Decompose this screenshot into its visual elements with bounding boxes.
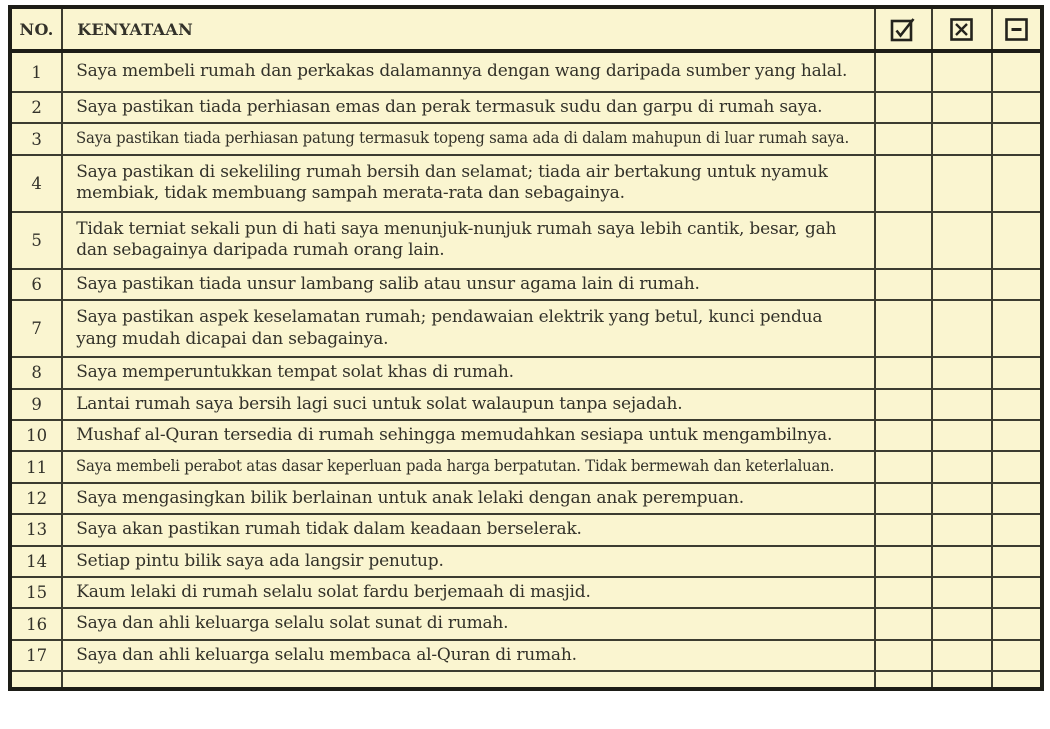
tick-cell[interactable]	[875, 155, 931, 212]
row-number: 8	[10, 357, 62, 388]
cross-cell[interactable]	[932, 483, 992, 514]
table-row	[10, 300, 1042, 357]
row-statement: Saya pastikan aspek keselamatan rumah; pendawaian elektrik yang betul, kunci pendua yang mudah dicapai dan sebagainya.	[62, 300, 875, 357]
row-statement	[62, 671, 875, 689]
row-number: 4	[10, 155, 62, 212]
column-header-kenyataan: KENYATAAN	[62, 7, 875, 51]
tick-cell[interactable]	[875, 640, 931, 671]
row-number: 6	[10, 269, 62, 300]
row-statement: Saya pastikan tiada unsur lambang salib atau unsur agama lain di rumah.	[62, 269, 875, 300]
dash-cell[interactable]	[992, 640, 1042, 671]
cross-cell[interactable]	[932, 92, 992, 123]
cross-cell[interactable]	[932, 608, 992, 639]
row-number: 9	[10, 389, 62, 420]
row-number: 14	[10, 546, 62, 577]
cross-cell[interactable]	[932, 671, 992, 689]
cross-cell[interactable]	[932, 155, 992, 212]
cross-cell[interactable]	[932, 577, 992, 608]
tick-cell[interactable]	[875, 357, 931, 388]
row-number: 17	[10, 640, 62, 671]
tick-cell[interactable]	[875, 123, 931, 154]
cross-cell[interactable]	[932, 51, 992, 92]
checked-box-icon	[889, 16, 917, 43]
table-row	[10, 640, 1042, 671]
dash-cell[interactable]	[992, 357, 1042, 388]
table-row	[10, 51, 1042, 92]
table-row	[10, 577, 1042, 608]
dash-cell[interactable]	[992, 420, 1042, 451]
tick-cell[interactable]	[875, 212, 931, 269]
dash-cell[interactable]	[992, 300, 1042, 357]
table-row	[10, 155, 1042, 212]
row-statement: Saya memperuntukkan tempat solat khas di rumah.	[62, 357, 875, 388]
row-statement: Mushaf al-Quran tersedia di rumah sehingga memudahkan sesiapa untuk mengambilnya.	[62, 420, 875, 451]
column-header-cross	[932, 7, 992, 51]
dash-cell[interactable]	[992, 155, 1042, 212]
dash-cell[interactable]	[992, 514, 1042, 545]
row-statement: Saya membeli perabot atas dasar keperluan pada harga berpatutan. Tidak bermewah dan keterlaluan.	[62, 451, 875, 482]
row-statement: Saya membeli rumah dan perkakas dalamannya dengan wang daripada sumber yang halal.	[62, 51, 875, 92]
tick-cell[interactable]	[875, 577, 931, 608]
cross-cell[interactable]	[932, 123, 992, 154]
row-statement: Saya mengasingkan bilik berlainan untuk anak lelaki dengan anak perempuan.	[62, 483, 875, 514]
row-number: 5	[10, 212, 62, 269]
tick-cell[interactable]	[875, 51, 931, 92]
row-statement: Setiap pintu bilik saya ada langsir penutup.	[62, 546, 875, 577]
tick-cell[interactable]	[875, 300, 931, 357]
row-number: 1	[10, 51, 62, 92]
cross-cell[interactable]	[932, 451, 992, 482]
dash-cell[interactable]	[992, 451, 1042, 482]
dash-cell[interactable]	[992, 483, 1042, 514]
dash-cell[interactable]	[992, 269, 1042, 300]
tick-cell[interactable]	[875, 269, 931, 300]
tick-cell[interactable]	[875, 671, 931, 689]
cross-cell[interactable]	[932, 546, 992, 577]
row-statement: Lantai rumah saya bersih lagi suci untuk solat walaupun tanpa sejadah.	[62, 389, 875, 420]
table-row	[10, 269, 1042, 300]
cross-cell[interactable]	[932, 389, 992, 420]
partial-row	[10, 671, 1042, 689]
crossed-box-icon	[948, 16, 975, 43]
row-statement: Saya pastikan tiada perhiasan patung termasuk topeng sama ada di dalam mahupun di luar rumah saya.	[62, 123, 875, 154]
table-row	[10, 514, 1042, 545]
row-number: 7	[10, 300, 62, 357]
dash-cell[interactable]	[992, 546, 1042, 577]
tick-cell[interactable]	[875, 451, 931, 482]
tick-cell[interactable]	[875, 514, 931, 545]
row-number: 10	[10, 420, 62, 451]
column-header-no: NO.	[10, 7, 62, 51]
dash-cell[interactable]	[992, 212, 1042, 269]
cross-cell[interactable]	[932, 269, 992, 300]
table-row	[10, 357, 1042, 388]
row-statement: Saya dan ahli keluarga selalu solat sunat di rumah.	[62, 608, 875, 639]
row-number: 11	[10, 451, 62, 482]
dash-cell[interactable]	[992, 671, 1042, 689]
row-number: 13	[10, 514, 62, 545]
dash-cell[interactable]	[992, 608, 1042, 639]
dash-cell[interactable]	[992, 51, 1042, 92]
cross-cell[interactable]	[932, 420, 992, 451]
table-row	[10, 546, 1042, 577]
cross-cell[interactable]	[932, 357, 992, 388]
row-statement: Saya akan pastikan rumah tidak dalam keadaan berselerak.	[62, 514, 875, 545]
dash-cell[interactable]	[992, 389, 1042, 420]
table-row	[10, 483, 1042, 514]
cross-cell[interactable]	[932, 640, 992, 671]
row-number: 3	[10, 123, 62, 154]
row-statement: Kaum lelaki di rumah selalu solat fardu berjemaah di masjid.	[62, 577, 875, 608]
tick-cell[interactable]	[875, 483, 931, 514]
dash-cell[interactable]	[992, 92, 1042, 123]
dash-box-icon	[1003, 16, 1030, 43]
table-row	[10, 212, 1042, 269]
dash-cell[interactable]	[992, 123, 1042, 154]
cross-cell[interactable]	[932, 212, 992, 269]
row-statement: Tidak terniat sekali pun di hati saya menunjuk-nunjuk rumah saya lebih cantik, besar, gah dan sebagainya daripada rumah orang lain.	[62, 212, 875, 269]
tick-cell[interactable]	[875, 546, 931, 577]
row-number: 15	[10, 577, 62, 608]
tick-cell[interactable]	[875, 420, 931, 451]
row-statement: Saya pastikan di sekeliling rumah bersih dan selamat; tiada air bertakung untuk nyamuk membiak, tidak membuang sampah merata-rata dan sebagainya.	[62, 155, 875, 212]
tick-cell[interactable]	[875, 608, 931, 639]
cross-cell[interactable]	[932, 300, 992, 357]
tick-cell[interactable]	[875, 389, 931, 420]
row-statement: Saya pastikan tiada perhiasan emas dan perak termasuk sudu dan garpu di rumah saya.	[62, 92, 875, 123]
row-number: 2	[10, 92, 62, 123]
table-row	[10, 451, 1042, 482]
dash-cell[interactable]	[992, 577, 1042, 608]
column-header-tick	[875, 7, 931, 51]
tick-cell[interactable]	[875, 92, 931, 123]
table-row	[10, 389, 1042, 420]
column-header-dash	[992, 7, 1042, 51]
table-row	[10, 420, 1042, 451]
row-number: 12	[10, 483, 62, 514]
row-statement: Saya dan ahli keluarga selalu membaca al-Quran di rumah.	[62, 640, 875, 671]
row-number: 16	[10, 608, 62, 639]
cross-cell[interactable]	[932, 514, 992, 545]
header-row	[10, 7, 1042, 51]
table-row	[10, 92, 1042, 123]
table-row	[10, 123, 1042, 154]
table-row	[10, 608, 1042, 639]
checklist-table	[8, 5, 1044, 691]
row-number	[10, 671, 62, 689]
